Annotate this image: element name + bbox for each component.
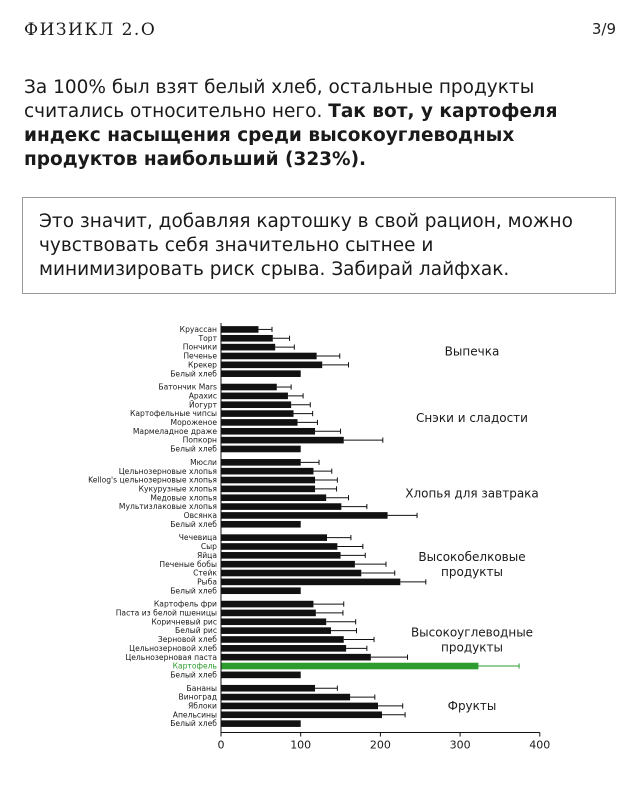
bar — [221, 654, 371, 661]
bar — [221, 694, 350, 701]
bar — [221, 326, 258, 333]
group-label: продукты — [441, 640, 503, 655]
bar — [221, 494, 326, 501]
tick-label: Бананы — [186, 683, 217, 693]
bar — [221, 428, 315, 435]
tick-label: Картофель фри — [153, 599, 217, 609]
bar — [221, 645, 346, 652]
tick-label: Цельнозерновые хлопья — [118, 466, 217, 476]
bar — [221, 468, 313, 475]
group-label: Хлопья для завтрака — [405, 486, 539, 501]
tick-label: Печеные бобы — [159, 559, 217, 569]
tick-label: Арахис — [188, 391, 217, 401]
tick-label: Медовые хлопья — [150, 493, 217, 503]
bar — [221, 601, 313, 608]
tick-label: Картофель — [172, 661, 217, 671]
tick-label: Батончик Mars — [158, 382, 217, 392]
tick-label: Йогурт — [188, 400, 217, 410]
callout-text: Это значит, добавляя картошку в свой рацион, можно чувствовать себя значительно сытнее и минимизировать риск срыва. Забирай лайфхак. — [39, 211, 573, 280]
tick-label: Печенье — [183, 351, 217, 361]
bar — [221, 703, 378, 710]
tick-label: Коричневый рис — [151, 617, 217, 627]
tick-label: Сыр — [200, 542, 217, 552]
bar — [221, 393, 288, 400]
group-label: Выпечка — [444, 344, 500, 359]
x-tick-label: 200 — [369, 738, 391, 752]
bar — [221, 636, 344, 643]
bar — [221, 362, 322, 369]
tick-label: Белый хлеб — [170, 719, 217, 729]
x-tick-label: 300 — [449, 738, 471, 752]
bar — [221, 437, 344, 444]
bar — [221, 335, 273, 342]
bar — [221, 610, 316, 617]
group-label: продукты — [441, 565, 503, 580]
x-tick-label: 400 — [529, 738, 551, 752]
tick-label: Мармеладное драже — [132, 426, 217, 436]
bar — [221, 344, 275, 351]
bar — [221, 370, 301, 377]
intro-bold-text: Так вот, у картофеля индекс насыщения среди высокоуглеводных продуктов наибольший (323%). — [24, 101, 558, 170]
intro-text: За 100% был взят белый хлеб, остальные продукты считались относительно него. — [24, 77, 535, 122]
tick-label: Рыба — [197, 577, 217, 587]
tick-label: Kellog's цельнозерновые хлопья — [88, 475, 217, 485]
tick-label: Попкорн — [182, 435, 217, 445]
bar — [221, 543, 337, 550]
tick-label: Белый хлеб — [170, 670, 217, 680]
bar — [221, 353, 317, 360]
group-label: Фрукты — [447, 698, 497, 713]
bar — [221, 486, 315, 493]
bar — [221, 570, 361, 577]
bar — [221, 534, 327, 541]
tick-label: Зерновой хлеб — [157, 635, 217, 645]
tick-label: Яблоки — [188, 701, 217, 711]
bar — [221, 561, 355, 568]
tick-label: Мороженое — [170, 418, 217, 428]
tick-label: Апельсины — [172, 710, 217, 720]
bar — [221, 685, 315, 692]
tick-label: Крекер — [188, 360, 217, 370]
tick-label: Круассан — [179, 325, 217, 335]
group-label: Снэки и сладости — [416, 411, 528, 425]
bar — [221, 720, 301, 727]
bar — [221, 503, 341, 510]
tick-label: Белый рис — [174, 626, 217, 636]
intro-paragraph — [24, 76, 624, 172]
bar — [221, 627, 331, 634]
bar — [221, 579, 400, 586]
bar — [221, 711, 382, 718]
tick-label: Виноград — [178, 692, 217, 702]
bar — [221, 477, 315, 484]
page-counter: 3/9 — [591, 20, 616, 38]
bar — [221, 401, 291, 408]
bar — [221, 663, 478, 670]
bar — [221, 384, 277, 391]
x-tick-label: 0 — [217, 738, 225, 752]
callout-box — [22, 197, 616, 294]
tick-label: Картофельные чипсы — [129, 409, 217, 419]
bar — [221, 672, 301, 679]
tick-label: Цельнозерновая паста — [125, 652, 217, 662]
bar — [221, 521, 301, 528]
bar — [221, 618, 326, 625]
group-label: Высокобелковые — [418, 550, 526, 565]
brand-logo: ФИЗИКЛ 2.О — [24, 20, 157, 40]
tick-label: Кукурузные хлопья — [138, 484, 217, 494]
tick-label: Цельнозерновой хлеб — [129, 643, 217, 653]
tick-label: Белый хлеб — [170, 586, 217, 596]
bar — [221, 512, 388, 519]
tick-label: Паста из белой пшеницы — [115, 608, 217, 618]
bar — [221, 446, 301, 453]
tick-label: Белый хлеб — [170, 519, 217, 529]
satiety-index-chart — [0, 318, 640, 800]
tick-label: Стейк — [193, 568, 217, 578]
group-label: Высокоуглеводные — [410, 625, 534, 640]
tick-label: Овсянка — [183, 511, 217, 521]
bar — [221, 419, 298, 426]
tick-label: Белый хлеб — [170, 444, 217, 454]
tick-label: Мюсли — [190, 457, 217, 467]
bar — [221, 552, 341, 559]
tick-label: Торт — [198, 333, 217, 343]
tick-label: Пончики — [182, 342, 217, 352]
tick-label: Белый хлеб — [170, 369, 217, 379]
tick-label: Чечевица — [178, 533, 217, 543]
bar — [221, 459, 301, 466]
bar — [221, 587, 301, 594]
tick-label: Мультизлаковые хлопья — [118, 502, 217, 512]
x-tick-label: 100 — [290, 738, 312, 752]
tick-label: Яйца — [196, 550, 217, 560]
bar — [221, 410, 294, 417]
